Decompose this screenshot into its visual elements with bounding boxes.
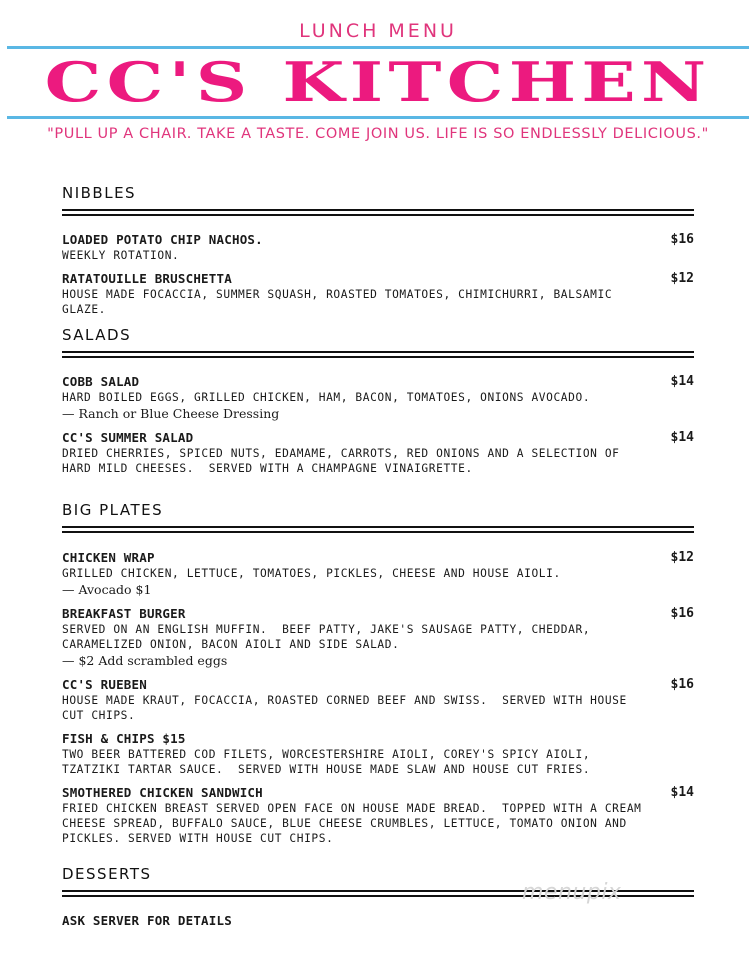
menu-item [62,730,694,777]
item-price: $14 [670,374,694,389]
menu-item [62,429,694,476]
top-divider [7,46,749,49]
menu-item [62,373,694,422]
item-price: $14 [670,785,694,800]
menu-item [62,549,694,598]
menu-item [62,912,694,929]
menu-item [62,605,694,669]
item-name: CHICKEN WRAP [62,550,155,565]
item-name: COBB SALAD [62,374,140,389]
item-price: $16 [670,606,694,621]
item-name: CC'S RUEBEN [62,677,147,692]
item-description: FRIED CHICKEN BREAST SERVED OPEN FACE ON HOUSE MADE BREAD. TOPPED WITH A CREAM CHEESE SPREAD, BUFFALO SAUCE, BLUE CHEESE CRUMBLES, LETTUCE, TOMATO ONION AND PICKLES. SERVED WITH HOUSE CUT CHIPS. [62,802,642,845]
item-description: TWO BEER BATTERED COD FILETS, WORCESTERSHIRE AIOLI, COREY'S SPICY AIOLI, TZATZIKI TARTAR SAUCE. SERVED WITH HOUSE MADE SLAW AND HOUSE CUT FRIES. [62,748,591,776]
tagline: "PULL UP A CHAIR. TAKE A TASTE. COME JOIN US. LIFE IS SO ENDLESSLY DELICIOUS." [47,126,709,142]
item-price: $16 [670,232,694,247]
section-title: SALADS [62,326,132,344]
menu-item [62,270,694,317]
item-price: $14 [670,430,694,445]
item-name: SMOTHERED CHICKEN SANDWICH [62,785,263,800]
item-name: RATATOUILLE BRUSCHETTA [62,271,232,286]
bottom-divider [7,116,749,119]
section-nibbles [62,183,694,324]
item-price: $16 [670,677,694,692]
section-rule [62,209,694,216]
item-name: BREAKFAST BURGER [62,606,186,621]
section-rule [62,351,694,358]
item-name: CC'S SUMMER SALAD [62,430,194,445]
menu-item [62,676,694,723]
item-note: — Ranch or Blue Cheese Dressing [62,406,280,421]
section-title: BIG PLATES [62,501,164,519]
section-rule [62,526,694,533]
section-big-plates [62,500,694,853]
watermark: menupix [522,880,622,905]
item-description: HOUSE MADE KRAUT, FOCACCIA, ROASTED CORNED BEEF AND SWISS. SERVED WITH HOUSE CUT CHIPS. [62,694,627,722]
item-name: FISH & CHIPS $15 [62,731,186,746]
item-note: — Avocado $1 [62,582,152,597]
section-title: NIBBLES [62,184,137,202]
item-price: $12 [670,271,694,286]
item-description: WEEKLY ROTATION. [62,249,180,262]
item-name: ASK SERVER FOR DETAILS [62,913,232,928]
item-note: — $2 Add scrambled eggs [62,653,228,668]
section-salads [62,325,694,483]
section-title: DESSERTS [62,865,152,883]
menu-item [62,784,694,846]
restaurant-name: CC'S KITCHEN [44,50,712,114]
item-description: HOUSE MADE FOCACCIA, SUMMER SQUASH, ROASTED TOMATOES, CHIMICHURRI, BALSAMIC GLAZE. [62,288,613,316]
item-description: SERVED ON AN ENGLISH MUFFIN. BEEF PATTY, JAKE'S SAUSAGE PATTY, CHEDDAR, CARAMELIZED ONION, BACON AIOLI AND SIDE SALAD. [62,623,591,651]
menu-subtitle: LUNCH MENU [299,20,457,42]
item-description: DRIED CHERRIES, SPICED NUTS, EDAMAME, CARROTS, RED ONIONS AND A SELECTION OF HARD MILD CHEESES. SERVED WITH A CHAMPAGNE VINAIGRETTE. [62,447,620,475]
item-description: HARD BOILED EGGS, GRILLED CHICKEN, HAM, BACON, TOMATOES, ONIONS AVOCADO. [62,391,591,404]
item-price: $12 [670,550,694,565]
item-description: GRILLED CHICKEN, LETTUCE, TOMATOES, PICKLES, CHEESE AND HOUSE AIOLI. [62,567,561,580]
item-name: LOADED POTATO CHIP NACHOS. [62,232,263,247]
menu-item [62,231,694,263]
